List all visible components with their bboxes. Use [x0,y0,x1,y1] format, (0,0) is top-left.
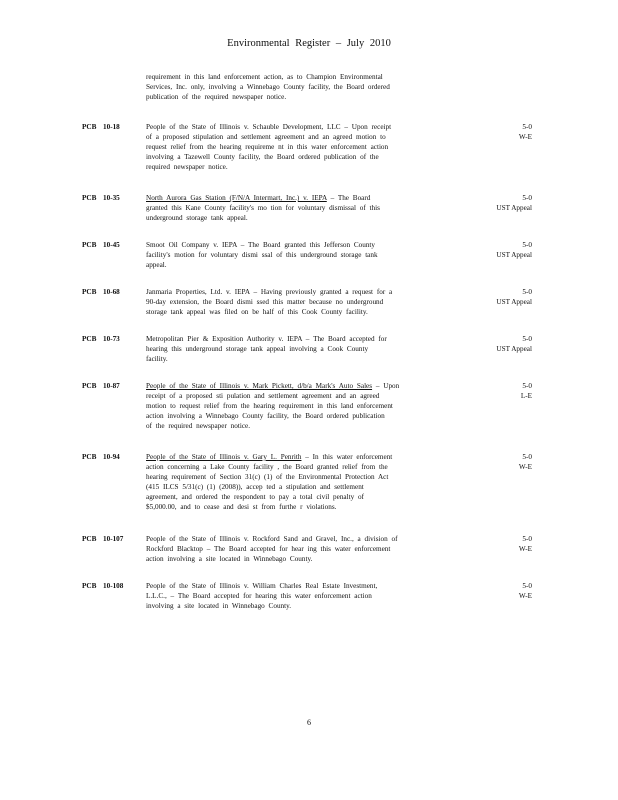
text-line: hearing requirement of Section 31(c) (1) of the Environmental Protection Act [146,473,389,482]
case-number: 10-94 [103,453,120,461]
text-line: 90-day extension, the Board dismi ssed this matter because no underground [146,298,384,307]
case-prefix: PCB [82,241,97,249]
case-number: 10-107 [103,535,124,543]
text-line: Metropolitan Pier & Exposition Authority v. IEPA – The Board accepted for [146,335,387,343]
entry-text [146,72,464,102]
vote-block [452,240,532,260]
text-line [146,452,464,462]
text-line: appeal. [146,261,167,270]
text-line: involving a Tazewell County facility, the Board ordered publication of the [146,153,379,162]
text-line: storage tank appeal was filed on be half of this Cook County facility. [146,308,368,317]
text-line: Janmaria Properties, Ltd. v. IEPA – Having previously granted a request for a [146,288,393,296]
entry-text [146,452,464,513]
case-prefix: PCB [82,453,97,461]
entry-text [146,581,464,611]
case-type: UST Appeal [496,204,532,213]
vote-count: 5-0 [522,535,532,543]
case-type: UST Appeal [496,298,532,307]
vote-block [452,193,532,213]
case-prefix: PCB [82,382,97,390]
case-title-underlined: People of the State of Illinois v. Mark Pickett, d/b/a Mark's Auto Sales [146,382,373,390]
case-number: 10-35 [103,194,120,202]
case-type: W-E [518,592,532,601]
case-prefix: PCB [82,288,97,296]
text-line [146,381,464,391]
case-type: W-E [518,545,532,554]
text-line: facility's motion for voluntary dismi ssal of this underground storage tank [146,251,378,260]
case-prefix: PCB [82,582,97,590]
vote-count: 5-0 [522,582,532,590]
case-prefix: PCB [82,335,97,343]
case-prefix: PCB [82,194,97,202]
text-line: action concerning a Lake County facility , the Board granted relief from the [146,463,388,472]
vote-block [452,581,532,601]
text-line: hearing this underground storage tank appeal involving a Cook County [146,345,369,354]
vote-count: 5-0 [522,241,532,249]
case-type: W-E [518,463,532,472]
text-line: People of the State of Illinois v. William Charles Real Estate Investment, [146,582,378,590]
entry-text [146,381,464,431]
entry-text [146,122,464,172]
case-title-underlined: People of the State of Illinois v. Gary L. Penrith [146,453,302,461]
text-line: involving a site located in Winnebago County. [146,602,292,611]
entry-text [146,334,464,364]
text-line: required newspaper notice. [146,163,228,172]
page-header: Environmental Register – July 2010 [227,38,391,49]
text-line: Services, Inc. only, involving a Winnebago County facility, the Board ordered [146,83,390,92]
vote-count: 5-0 [522,123,532,131]
vote-count: 5-0 [522,194,532,202]
vote-count: 5-0 [522,288,532,296]
text-line: granted this Kane County facility's mo tion for voluntary dismissal of this [146,204,380,213]
text-line: Rockford Blacktop – The Board accepted for hear ing this water enforcement [146,545,391,554]
text-line: (415 ILCS 5/31(c) (1) (2008)), accep ted a stipulation and settlement [146,483,364,492]
text-line: action involving a Winnebago County facility, the Board ordered publication [146,412,385,421]
case-number: 10-87 [103,382,120,390]
entry-text [146,534,464,564]
vote-block [452,534,532,554]
text-line: motion to request relief from the hearing requirement in this land enforcement [146,402,393,411]
entry-text [146,287,464,317]
case-type: UST Appeal [496,251,532,260]
text-fragment: – The Board [326,194,371,202]
text-fragment: – In this water enforcement [301,453,393,461]
case-number: 10-45 [103,241,120,249]
text-line: People of the State of Illinois v. Schauble Development, LLC – Upon receipt [146,123,392,131]
text-line: receipt of a proposed sti pulation and settlement agreement and an agreed [146,392,380,401]
text-line: request relief from the hearing requireme nt in this water enforcement action [146,143,389,152]
case-number: 10-68 [103,288,120,296]
text-line [146,193,464,203]
vote-count: 5-0 [522,453,532,461]
case-title-underlined: North Aurora Gas Station (F/N/A Intermart, Inc.) v. IEPA [146,194,327,202]
text-line: $5,000.00, and to cease and desi st from furthe r violations. [146,503,337,512]
vote-count: 5-0 [522,335,532,343]
text-line: underground storage tank appeal. [146,214,248,223]
vote-block [452,334,532,354]
case-number: 10-73 [103,335,120,343]
text-fragment: – Upon [372,382,400,390]
vote-block [452,452,532,472]
case-prefix: PCB [82,123,97,131]
text-line: Smoot Oil Company v. IEPA – The Board granted this Jefferson County [146,241,376,249]
case-type: L-E [520,392,532,401]
text-line: of a proposed stipulation and settlement agreement and an agreed motion to [146,133,386,142]
vote-block [452,122,532,142]
entry-text [146,240,464,270]
entry-text [146,193,464,223]
case-number: 10-108 [103,582,124,590]
page-number: 6 [307,718,311,727]
case-type: W-E [518,133,532,142]
vote-count: 5-0 [522,382,532,390]
text-line: of the required newspaper notice. [146,422,250,431]
case-type: UST Appeal [496,345,532,354]
vote-block [452,287,532,307]
text-line: facility. [146,355,168,364]
text-line: action involving a site located in Winnebago County. [146,555,313,564]
text-line: L.L.C., – The Board accepted for hearing this water enforcement action [146,592,372,601]
text-line: agreement, and ordered the respondent to pay a total civil penalty of [146,493,364,502]
case-number: 10-18 [103,123,120,131]
text-line: requirement in this land enforcement action, as to Champion Environmental [146,73,383,81]
case-prefix: PCB [82,535,97,543]
vote-block [452,381,532,401]
text-line: publication of the required newspaper notice. [146,93,287,102]
text-line: People of the State of Illinois v. Rockford Sand and Gravel, Inc., a division of [146,535,398,543]
